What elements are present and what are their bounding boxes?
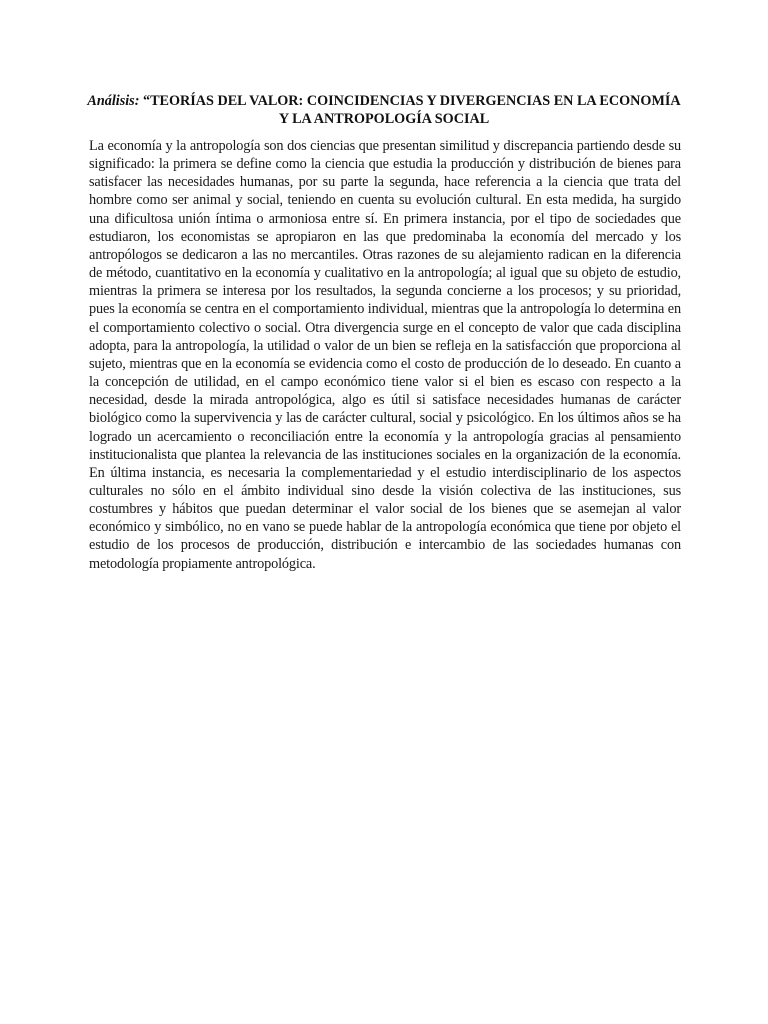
body-paragraph: La economía y la antropología son dos ciencias que presentan similitud y discrepancia partiendo desde su significado: la primera se define como la ciencia que estudia la producción y distribución de bienes para satisfacer las necesidades humanas, por su parte la segunda, hace referencia a la ciencia que trata del hombre como ser animal y social, teniendo en cuenta su evolución cultural. En esta medida, ha surgido una dificultosa unión íntima o armoniosa entre sí. En primera instancia, por el tipo de sociedades que estudiaron, los economistas se apropiaron en las que predominaba la economía del mercado y los antropólogos se dedicaron a las no mercantiles. Otras razones de su alejamiento radican en la diferencia de método, cuantitativo en la economía y cualitativo en la antropología; al igual que su objeto de estudio, mientras la primera se interesa por los resultados, la segunda concierne a los procesos; y su prioridad, pues la economía se centra en el comportamiento individual, mientras que la antropología lo determina en el comportamiento colectivo o social. Otra divergencia surge en el concepto de valor que cada disciplina adopta, para la antropología, la utilidad o valor de un bien se refleja en la satisfacción que proporciona al sujeto, mientras que en la economía se evidencia como el costo de producción de lo deseado. En cuanto a la concepción de utilidad, en el campo económico tiene valor si el bien es escaso con respecto a la necesidad, desde la mirada antropológica, algo es útil si satisface necesidades humanas de carácter biológico como la supervivencia y las de carácter cultural, social y psicológico. En los últimos años se ha logrado un acercamiento o reconciliación entre la economía y la antropología gracias al pensamiento institucionalista que plantea la relevancia de las instituciones sociales en la organización de la economía. En última instancia, es necesaria la complementariedad y el estudio interdisciplinario de los aspectos culturales no sólo en el ámbito individual sino desde la visión colectiva de las instituciones, sus costumbres y hábitos que puedan determinar el valor social de los bienes que se asemejan al valor económico y simbólico, no en vano se puede hablar de la antropología económica que tiene por objeto el estudio de los procesos de producción, distribución e intercambio de las sociedades humanas con metodología propiamente antropológica.: [89, 138, 681, 572]
title-label: Análisis:: [87, 93, 140, 109]
document-title: [86, 93, 682, 128]
title-text: “TEORÍAS DEL VALOR: COINCIDENCIAS Y DIVERGENCIAS EN LA ECONOMÍA Y LA ANTROPOLOGÍA SOCIAL: [139, 93, 681, 127]
